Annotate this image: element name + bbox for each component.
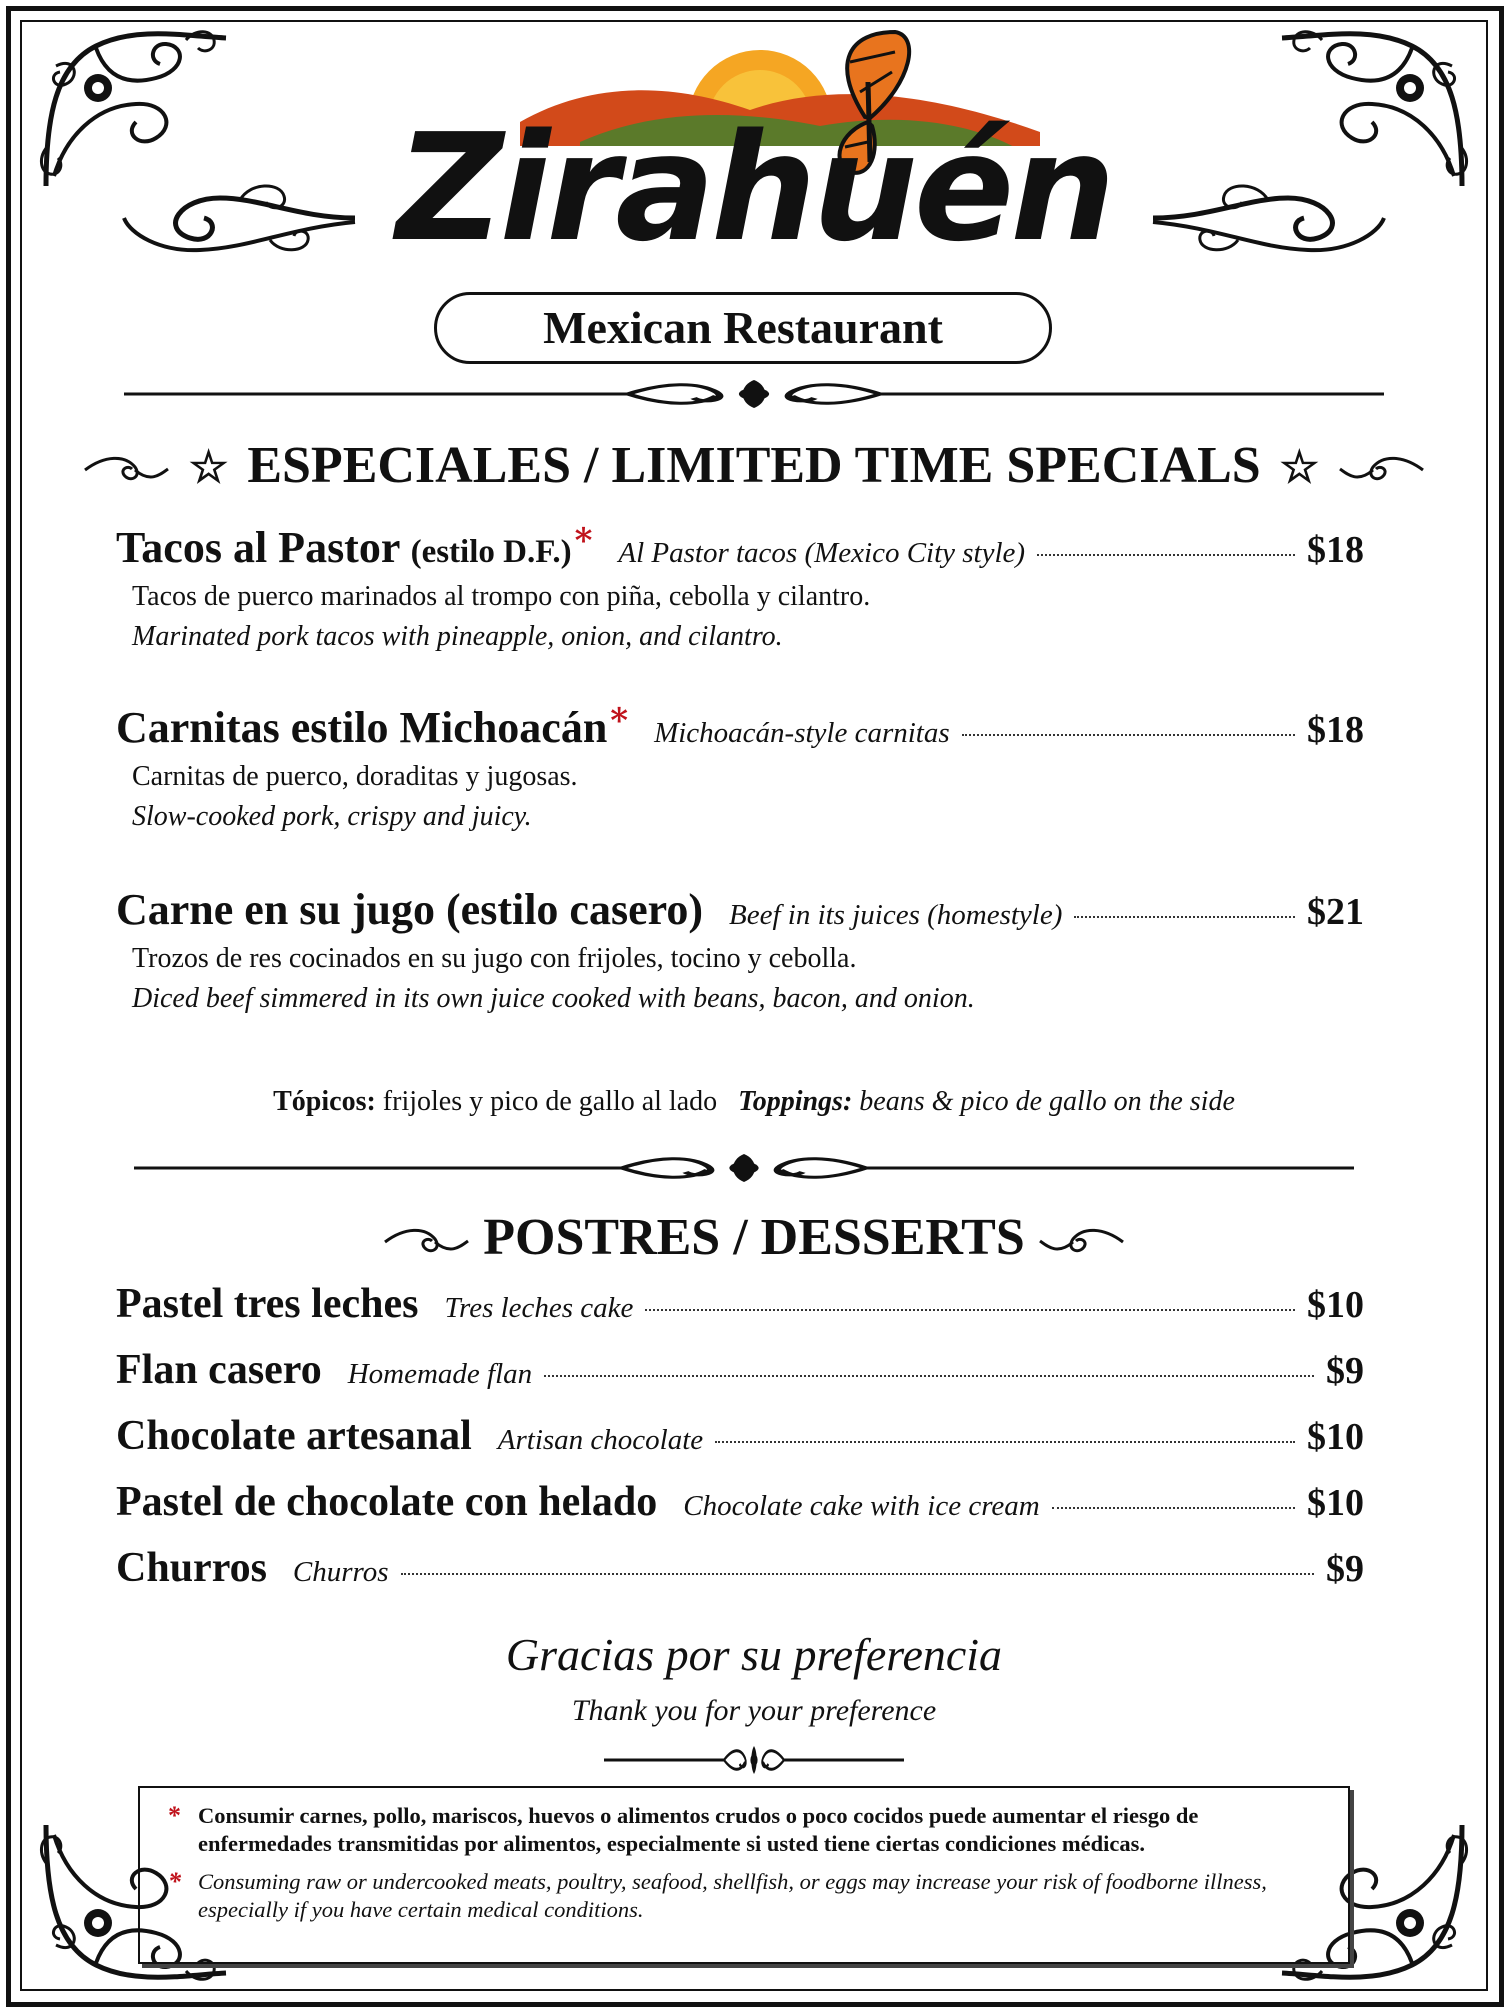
dessert-item (116, 1478, 1364, 1526)
asterisk-marker: * (168, 1801, 181, 1830)
item-price: $18 (1307, 529, 1364, 571)
dot-leader (645, 1309, 1295, 1311)
item-price: $10 (1307, 1284, 1364, 1326)
item-description-en: Marinated pork tacos with pineapple, onion, and cilantro. (132, 621, 783, 652)
specials-title: ESPECIALES / LIMITED TIME SPECIALS (247, 437, 1261, 494)
dessert-item (116, 1412, 1364, 1460)
dessert-item (116, 1280, 1364, 1328)
item-name: Carnitas estilo Michoacán (116, 703, 608, 752)
dot-leader (1074, 916, 1295, 918)
asterisk-marker: * (168, 1867, 181, 1896)
dot-leader (1052, 1507, 1295, 1509)
star-icon: ☆ (1279, 443, 1320, 492)
item-description-es: Trozos de res cocinados en su jugo con frijoles, tocino y cebolla. (132, 943, 857, 974)
thanks-message-en: Thank you for your preference (571, 1694, 937, 1727)
item-description-es: Carnitas de puerco, doraditas y jugosas. (132, 761, 578, 792)
item-description-en: Diced beef simmered in its own juice cooked with beans, bacon, and onion. (132, 983, 975, 1014)
dessert-item (116, 1544, 1364, 1592)
ornamental-divider (134, 1148, 1354, 1188)
item-english-name: Chocolate cake with ice cream (683, 1490, 1040, 1522)
swirl-icon (380, 1227, 470, 1257)
asterisk-marker: * (610, 701, 629, 741)
asterisk-marker: * (574, 521, 593, 561)
item-price: $10 (1307, 1482, 1364, 1524)
swirl-icon (1038, 1227, 1128, 1257)
scroll-flourish-left (120, 178, 360, 258)
dot-leader (962, 734, 1295, 736)
health-notice-box (138, 1786, 1350, 1964)
thanks-message-es: Gracias por su preferencia (505, 1629, 1003, 1680)
restaurant-name: Zirahuén (396, 102, 1112, 274)
item-name: Flan casero (116, 1347, 322, 1393)
desserts-heading (0, 1206, 1508, 1270)
item-english-name: Tres leches cake (444, 1292, 634, 1324)
dot-leader (401, 1573, 1314, 1575)
item-english-name: Homemade flan (347, 1358, 533, 1390)
toppings-text-en: beans & pico de gallo on the side (859, 1086, 1235, 1117)
subtitle-banner (434, 292, 1052, 364)
item-english-name: Artisan chocolate (497, 1424, 704, 1456)
item-price: $10 (1307, 1416, 1364, 1458)
menu-item (116, 702, 1364, 833)
item-price: $9 (1326, 1350, 1364, 1392)
item-english-name: Al Pastor tacos (Mexico City style) (618, 537, 1026, 569)
item-english-name: Michoacán-style carnitas (654, 717, 950, 749)
item-name: Pastel tres leches (116, 1281, 419, 1327)
toppings-label-en: Toppings: (738, 1086, 853, 1117)
item-name: Chocolate artesanal (116, 1413, 472, 1459)
health-notice-en: * Consuming raw or undercooked meats, poultry, seafood, shellfish, or eggs may increase your risk of foodborne illness, especially if you have certain medical conditions. (168, 1867, 1267, 1922)
health-notice-es: * Consumir carnes, pollo, mariscos, huevos o alimentos crudos o poco cocidos puede aumentar el riesgo de enfermedades transmitidas por alimentos, especialmente si usted tiene ciertas condiciones médicas. (168, 1801, 1199, 1856)
ornamental-divider (124, 374, 1384, 414)
menu-item (116, 884, 1364, 1015)
item-description-en: Slow-cooked pork, crispy and juicy. (132, 801, 532, 832)
specials-heading (0, 434, 1508, 500)
item-name: Pastel de chocolate con helado (116, 1479, 658, 1525)
item-name: Churros (116, 1545, 267, 1591)
dot-leader (1037, 554, 1295, 556)
item-name: Tacos al Pastor (estilo D.F.) (116, 523, 572, 572)
item-price: $18 (1307, 709, 1364, 751)
item-english-name: Churros (292, 1556, 389, 1588)
swirl-icon (1338, 455, 1428, 485)
item-english-name: Beef in its juices (homestyle) (729, 899, 1063, 931)
item-description-es: Tacos de puerco marinados al trompo con piña, cebolla y cilantro. (132, 581, 871, 612)
restaurant-subtitle: Mexican Restaurant (543, 302, 943, 353)
item-price: $21 (1307, 891, 1364, 933)
star-icon: ☆ (188, 443, 229, 492)
toppings-text-es: frijoles y pico de gallo al lado (382, 1086, 718, 1117)
toppings-note (0, 1086, 1508, 1118)
menu-item (116, 522, 1364, 653)
scroll-flourish-right (1148, 178, 1388, 258)
dot-leader (544, 1375, 1314, 1377)
small-ornament (604, 1740, 904, 1780)
dot-leader (715, 1441, 1295, 1443)
swirl-icon (80, 455, 170, 485)
desserts-title: POSTRES / DESSERTS (483, 1209, 1025, 1266)
item-name: Carne en su jugo (estilo casero) (116, 885, 703, 934)
dessert-item (116, 1346, 1364, 1394)
toppings-label-es: Tópicos: (273, 1086, 376, 1117)
item-price: $9 (1326, 1548, 1364, 1590)
item-name-sub: (estilo D.F.) (410, 534, 572, 570)
